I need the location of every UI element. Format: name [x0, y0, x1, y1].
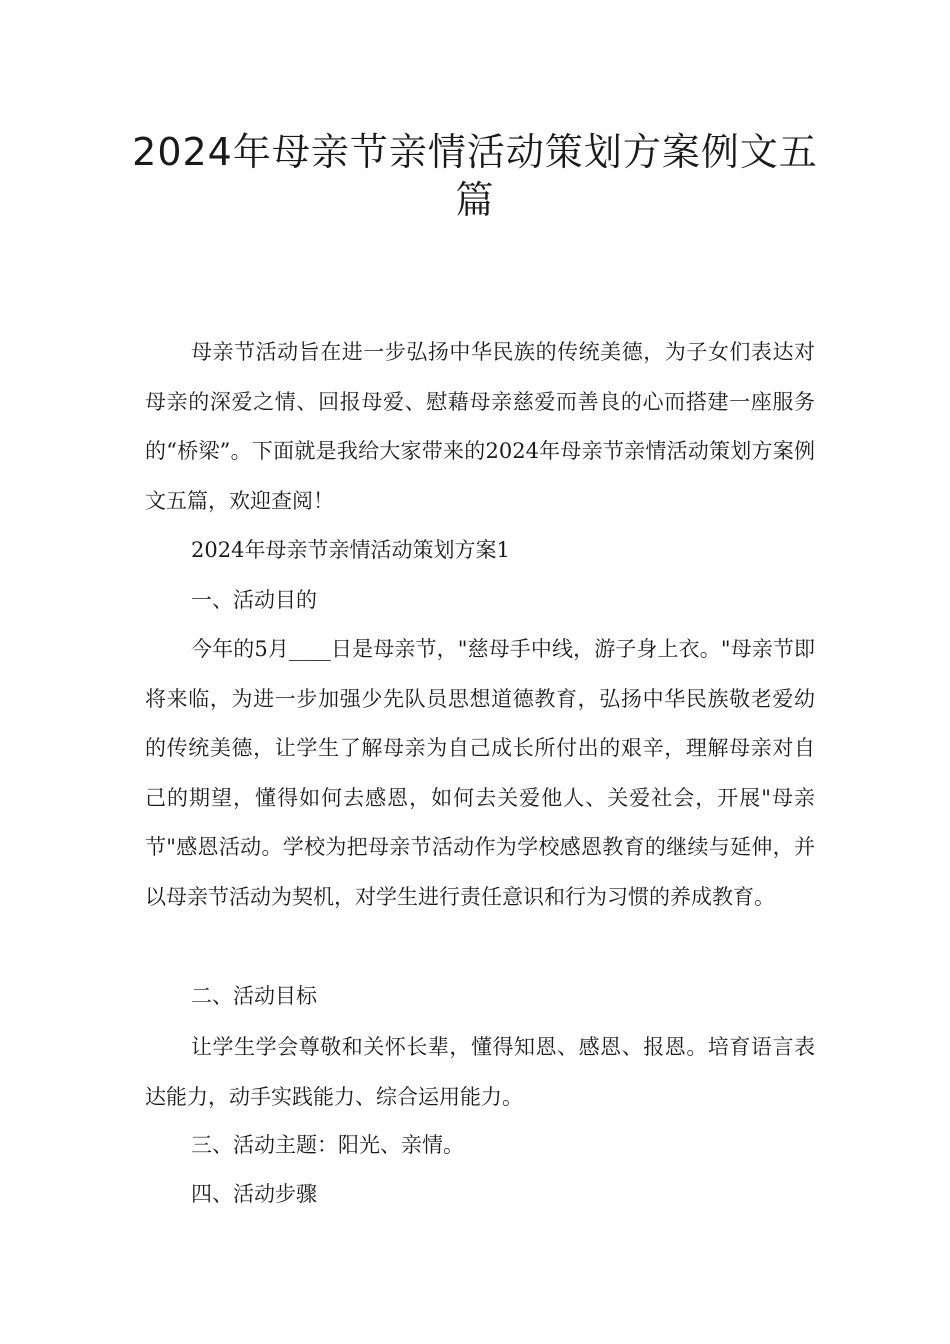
paragraph-activity-purpose: 今年的5月____日是母亲节，"慈母手中线，游子身上衣。"母亲节即将来临，为进一步加强少先队员思想道德教育，弘扬中华民族敬老爱幼的传统美德，让学生了解母亲为自己成长所付出的艰辛，理解母亲对自己的期望，懂得如何去感恩，如何去关爱他人、关爱社会，开展"母亲节"感恩活动。学校为把母亲节活动作为学校感恩教育的继续与延伸，并以母亲节活动为契机，对学生进行责任意识和行为习惯的养成教育。: [145, 637, 815, 909]
intro-paragraph: 母亲节活动旨在进一步弘扬中华民族的传统美德，为子女们表达对母亲的深爱之情、回报母爱、慰藉母亲慈爱而善良的心而搭建一座服务的“桥梁”。下面就是我给大家带来的2024年母亲节亲情活动策划方案例文五篇，欢迎查阅！: [145, 340, 815, 513]
document-title: 2024年母亲节亲情活动策划方案例文五篇: [132, 130, 818, 222]
heading-activity-purpose: 一、活动目的: [191, 588, 317, 612]
heading-activity-goal: 二、活动目标: [191, 984, 317, 1008]
heading-activity-steps: 四、活动步骤: [191, 1182, 317, 1206]
paragraph-activity-goal: 让学生学会尊敬和关怀长辈，懂得知恩、感恩、报恩。培育语言表达能力，动手实践能力、综合运用能力。: [145, 1035, 815, 1109]
heading-activity-theme: 三、活动主题：阳光、亲情。: [191, 1133, 464, 1157]
section-title: 2024年母亲节亲情活动策划方案1: [191, 538, 510, 562]
